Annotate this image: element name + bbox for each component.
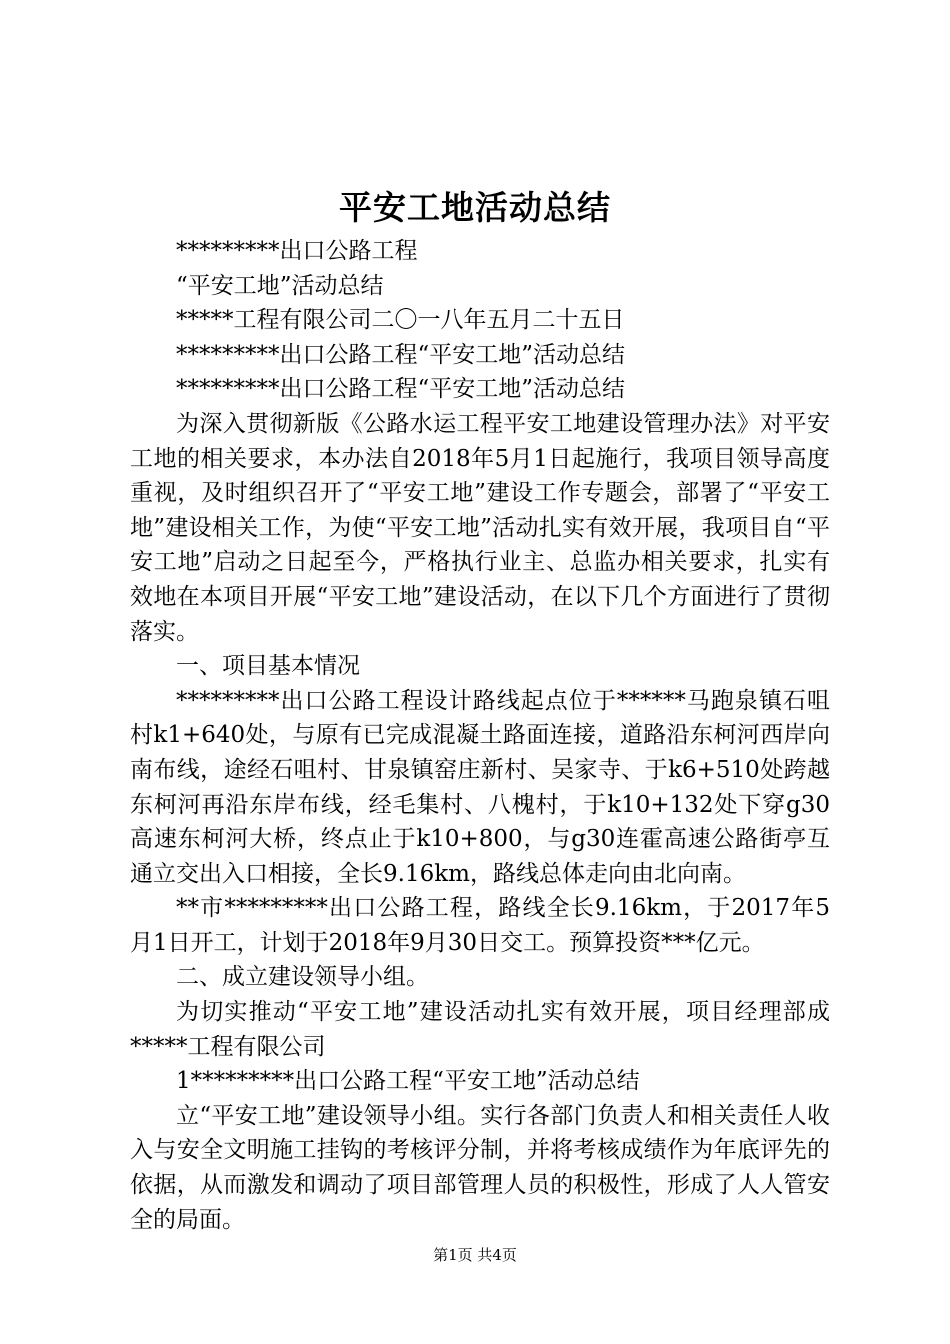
section-heading: 二、成立建设领导小组。 (176, 964, 429, 991)
paragraph: *********出口公路工程 (176, 238, 418, 264)
paragraph: “平安工地”活动总结 (176, 272, 384, 299)
document-body (130, 234, 830, 1237)
paragraph: 为切实推动“平安工地”建设活动扎实有效开展，项目经理部成*****工程有限公司 (130, 999, 830, 1060)
paragraph: *********出口公路工程“平安工地”活动总结 (176, 376, 626, 403)
page-footer: 第1页 共4页 (433, 1246, 517, 1264)
paragraph: *********出口公路工程“平安工地”活动总结 (176, 341, 626, 368)
paragraph: *********出口公路工程设计路线起点位于******马跑泉镇石咀村k1+640处，与原有已完成混凝土路面连接，道路沿东柯河西岸向南布线，途经石咀村、甘泉镇窑庄新村、吴家寺、于k6+510处跨越东柯河再沿东岸布线，经毛集村、八槐村，于k10+132处下穿g30高速东柯河大桥，终点止于k10+800，与g30连霍高速公路街亭互通立交出入口相接，全长9.16km，路线总体走向由北向南。 (130, 687, 830, 887)
document-title: 平安工地活动总结 (339, 188, 611, 227)
paragraph: 立“平安工地”建设领导小组。实行各部门负责人和相关责任人收入与安全文明施工挂钩的考核评分制，并将考核成绩作为年底评先的依据，从而激发和调动了项目部管理人员的积极性，形成了人人管安全的局面。 (130, 1102, 830, 1233)
paragraph: 为深入贯彻新版《公路水运工程平安工地建设管理办法》对平安工地的相关要求，本办法自2018年5月1日起施行，我项目领导高度重视，及时组织召开了“平安工地”建设工作专题会，部署了“平安工地”建设相关工作，为使“平安工地”活动扎实有效开展，我项目自“平安工地”启动之日起至今，严格执行业主、总监办相关要求，扎实有效地在本项目开展“平安工地”建设活动，在以下几个方面进行了贯彻落实。 (130, 410, 830, 645)
section-heading: 一、项目基本情况 (176, 653, 360, 680)
paragraph: **市*********出口公路工程，路线全长9.16km，于2017年5月1日开工，计划于2018年9月30日交工。预算投资***亿元。 (130, 895, 830, 956)
paragraph: 1*********出口公路工程“平安工地”活动总结 (176, 1068, 640, 1095)
paragraph: *****工程有限公司二〇一八年五月二十五日 (176, 307, 625, 334)
